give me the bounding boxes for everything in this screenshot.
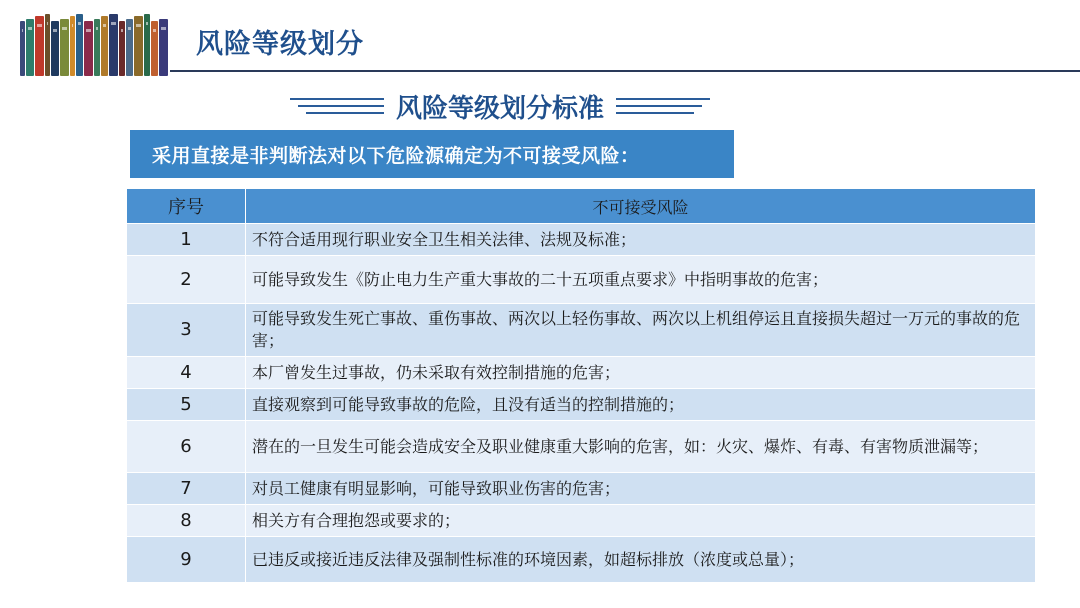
books-logo: [20, 14, 168, 76]
book-spine: [20, 21, 25, 76]
book-spine: [159, 19, 168, 76]
row-index: 8: [127, 505, 246, 537]
table-row: [127, 473, 1036, 505]
table-row: [127, 304, 1036, 357]
title-decoration-left: [290, 98, 384, 114]
row-index: 1: [127, 224, 246, 256]
row-text: 直接观察到可能导致事故的危险，且没有适当的控制措施的；: [246, 389, 1036, 421]
risk-table: [126, 188, 1036, 583]
header-divider: [170, 70, 1080, 72]
title-decoration-right: [616, 98, 710, 114]
page-title: 风险等级划分: [196, 29, 364, 60]
row-index: 9: [127, 537, 246, 583]
table-row: [127, 421, 1036, 473]
book-spine: [144, 14, 149, 76]
book-spine: [119, 21, 124, 76]
row-text: 可能导致发生死亡事故、重伤事故、两次以上轻伤事故、两次以上机组停运且直接损失超过一万元的事故的危害；: [246, 304, 1036, 357]
row-index: 2: [127, 256, 246, 304]
table-row: [127, 505, 1036, 537]
table-header-row: [127, 189, 1036, 224]
book-spine: [84, 21, 93, 76]
book-spine: [35, 16, 44, 76]
header-index: 序号: [127, 189, 246, 224]
row-text: 潜在的一旦发生可能会造成安全及职业健康重大影响的危害，如：火灾、爆炸、有毒、有害物质泄漏等；: [246, 421, 1036, 473]
book-spine: [134, 16, 143, 76]
book-spine: [70, 16, 75, 76]
book-spine: [51, 21, 58, 76]
row-text: 本厂曾发生过事故，仍未采取有效控制措施的危害；: [246, 357, 1036, 389]
row-index: 4: [127, 357, 246, 389]
section-title-block: [270, 86, 730, 126]
book-spine: [60, 19, 69, 76]
book-spine: [94, 19, 99, 76]
criteria-banner: 采用直接是非判断法对以下危险源确定为不可接受风险：: [130, 130, 734, 178]
book-spine: [45, 14, 50, 76]
row-text: 可能导致发生《防止电力生产重大事故的二十五项重点要求》中指明事故的危害；: [246, 256, 1036, 304]
table-row: [127, 357, 1036, 389]
row-text: 对员工健康有明显影响，可能导致职业伤害的危害；: [246, 473, 1036, 505]
book-spine: [26, 19, 33, 76]
row-index: 6: [127, 421, 246, 473]
row-text: 相关方有合理抱怨或要求的；: [246, 505, 1036, 537]
table-row: [127, 224, 1036, 256]
book-spine: [151, 21, 158, 76]
section-title: 风险等级划分标准: [395, 93, 604, 124]
book-spine: [101, 16, 108, 76]
row-index: 3: [127, 304, 246, 357]
row-text: 已违反或接近违反法律及强制性标准的环境因素，如超标排放（浓度或总量）；: [246, 537, 1036, 583]
book-spine: [126, 19, 133, 76]
table-row: [127, 389, 1036, 421]
table-row: [127, 537, 1036, 583]
book-spine: [109, 14, 118, 76]
book-spine: [76, 14, 83, 76]
row-index: 7: [127, 473, 246, 505]
row-text: 不符合适用现行职业安全卫生相关法律、法规及标准；: [246, 224, 1036, 256]
row-index: 5: [127, 389, 246, 421]
table-row: [127, 256, 1036, 304]
header-risk: 不可接受风险: [246, 189, 1036, 224]
